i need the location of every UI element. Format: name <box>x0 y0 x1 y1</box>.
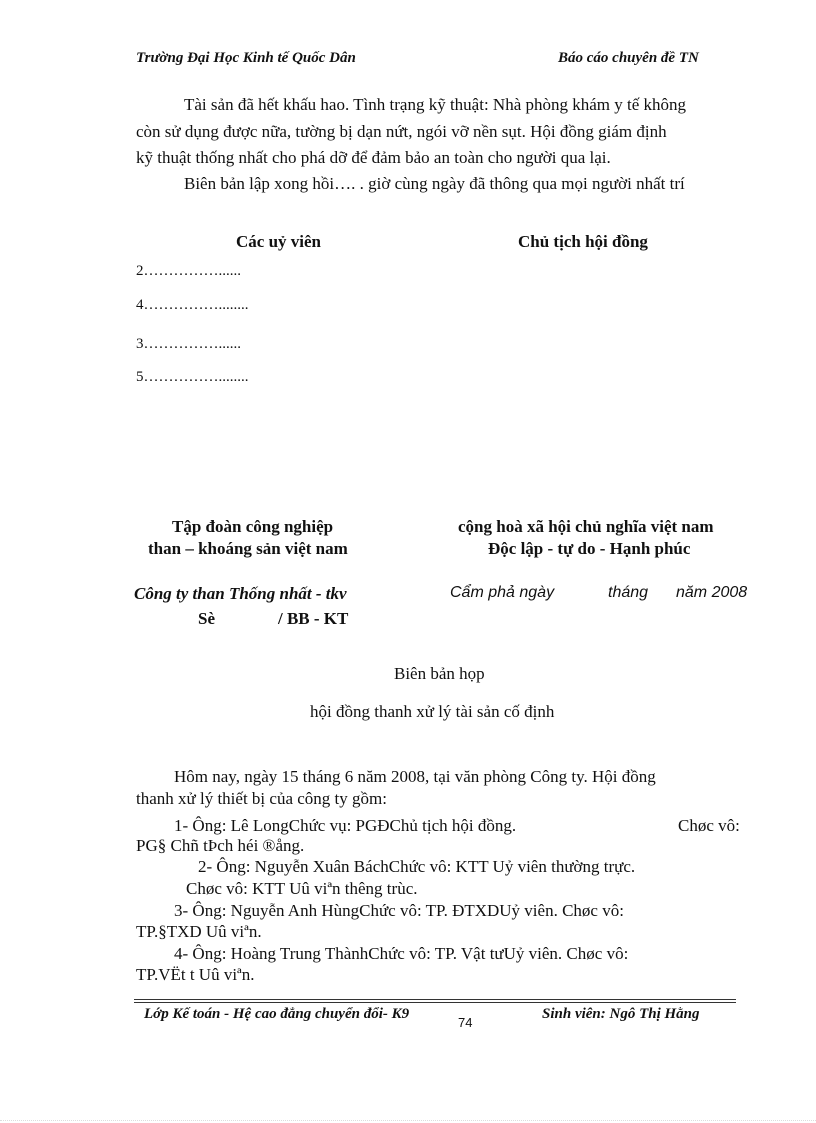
member-2-line-a: 2- Ông: Nguyễn Xuân BáchChức vô: KTT Uỷ viên thường trực. <box>198 857 636 876</box>
chair-title: Chủ tịch hội đồng <box>518 232 648 251</box>
body-line-2: thanh xử lý thiết bị của công ty gồm: <box>136 789 387 808</box>
footer-class: Lớp Kế toán - Hệ cao đẳng chuyển đổi- K9 <box>144 1006 410 1022</box>
page-number: 74 <box>458 1015 473 1030</box>
member-1-line-c: PG§ Chñ tÞch héi ®ång. <box>136 836 305 855</box>
nation-line-1: cộng hoà xã hội chủ nghĩa việt nam <box>458 517 714 536</box>
footer-student: Sinh viên: Ngô Thị Hằng <box>542 1006 700 1022</box>
nation-line-2: Độc lập - tự do - Hạnh phúc <box>488 539 691 558</box>
footer-rule-top <box>134 999 736 1000</box>
member-3-line-a: 3- Ông: Nguyễn Anh HùngChức vô: TP. ĐTXDUỷ viên. Chøc vô: <box>174 901 624 920</box>
member-1-line-b: Chøc vô: <box>678 816 740 835</box>
doc-title: Biên bản họp <box>394 664 485 683</box>
org-line-2: than – khoáng sản việt nam <box>148 539 348 558</box>
intro-line-2: còn sử dụng được nữa, tường bị dạn nứt, ngói vỡ nền sụt. Hội đồng giám định <box>136 122 667 141</box>
page-edge <box>0 1120 816 1121</box>
signature-line-3: 3……………...... <box>136 336 241 352</box>
date-year: năm 2008 <box>676 584 748 601</box>
number-suffix: / BB - KT <box>278 609 349 628</box>
member-2-line-b: Chøc vô: KTT Uû viªn thêng trùc. <box>186 879 418 898</box>
body-line-1: Hôm nay, ngày 15 tháng 6 năm 2008, tại văn phòng Công ty. Hội đồng <box>174 767 656 786</box>
doc-subtitle: hội đồng thanh xử lý tài sản cố định <box>310 702 555 721</box>
signature-line-5: 5……………........ <box>136 369 249 385</box>
member-1-line-a: 1- Ông: Lê LongChức vụ: PGĐChủ tịch hội đồng. <box>174 816 517 835</box>
member-3-line-b: TP.§TXD Uû viªn. <box>136 922 262 941</box>
date-month: tháng <box>608 584 649 601</box>
signature-line-2: 2……………...... <box>136 263 241 279</box>
number-label: Sè <box>198 609 215 628</box>
header-school: Trường Đại Học Kinh tế Quốc Dân <box>136 50 356 66</box>
place-date: Cẩm phả ngày <box>450 584 555 601</box>
header-report: Báo cáo chuyên đề TN <box>558 50 699 66</box>
footer-rule-bottom <box>134 1002 736 1003</box>
member-4-line-b: TP.VËt t Uû viªn. <box>136 965 255 984</box>
members-title: Các uỷ viên <box>236 232 321 251</box>
intro-line-1: Tài sản đã hết khấu hao. Tình trạng kỹ thuật: Nhà phòng khám y tế không <box>184 95 687 114</box>
company-name: Công ty than Thống nhất - tkv <box>134 584 347 603</box>
org-line-1: Tập đoàn công nghiệp <box>172 517 334 536</box>
member-4-line-a: 4- Ông: Hoàng Trung ThànhChức vô: TP. Vật tưUỷ viên. Chøc vô: <box>174 944 629 963</box>
signature-line-4: 4……………........ <box>136 297 249 313</box>
intro-line-3: kỹ thuật thống nhất cho phá dỡ để đảm bảo an toàn cho người qua lại. <box>136 148 611 167</box>
intro-line-4: Biên bản lập xong hồi…. . giờ cùng ngày đã thông qua mọi người nhất trí <box>184 174 685 193</box>
